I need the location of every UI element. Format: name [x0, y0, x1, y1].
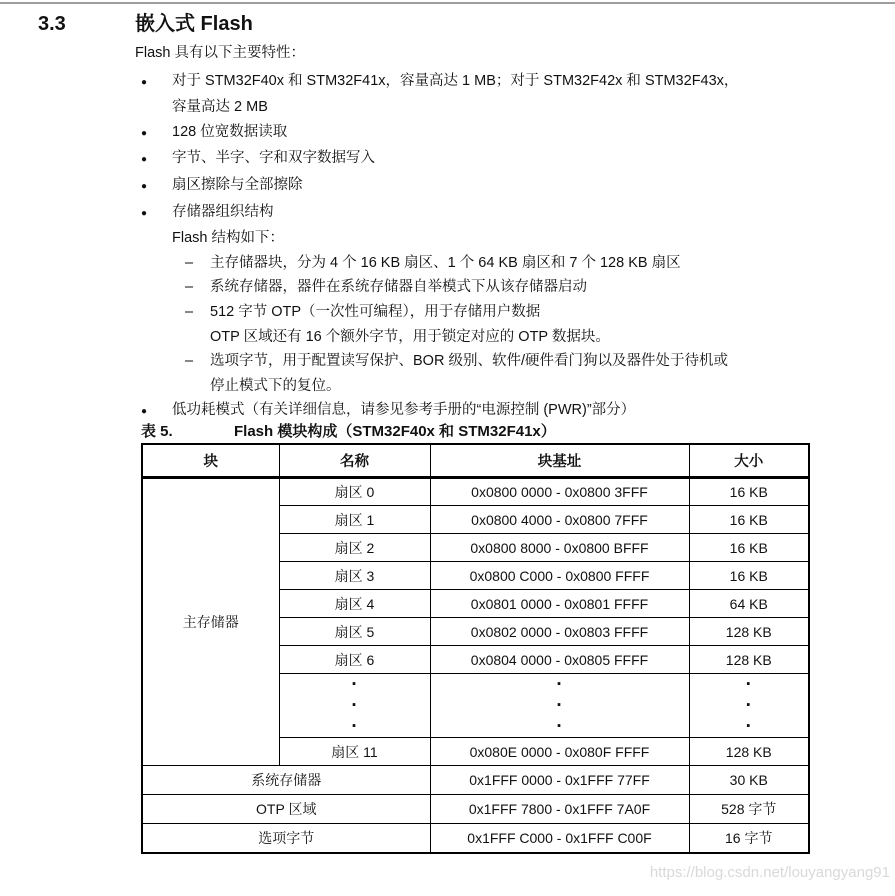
column-header-size: 大小	[689, 444, 809, 478]
list-item-continuation: 容量高达 2 MB	[172, 99, 268, 116]
sector-name-cell: 扇区 5	[279, 618, 430, 646]
bullet-icon: ●	[141, 207, 148, 219]
sector-name-cell: 扇区 11	[279, 738, 430, 766]
sub-list-item-text: 系统存储器，器件在系统存储器自举模式下从该存储器启动	[210, 279, 587, 296]
table-caption	[141, 420, 556, 441]
sub-list-item	[135, 275, 835, 300]
sector-name-cell: 扇区 3	[279, 562, 430, 590]
table-header-row	[142, 444, 809, 478]
flash-table	[141, 443, 810, 854]
option-bytes-size-cell: 16 字节	[689, 824, 809, 853]
page-title: 嵌入式 Flash	[135, 13, 253, 35]
sector-size-cell: 16 KB	[689, 506, 809, 534]
sector-size-cell: 128 KB	[689, 738, 809, 766]
ellipsis-cell	[689, 674, 809, 738]
system-memory-size-cell: 30 KB	[689, 766, 809, 795]
list-item	[135, 200, 835, 227]
list-item-text: 扇区擦除与全部擦除	[172, 176, 303, 193]
sector-size-cell: 16 KB	[689, 534, 809, 562]
table-row	[142, 824, 809, 853]
sector-size-cell: 64 KB	[689, 590, 809, 618]
list-item-text: 128 位宽数据读取	[172, 123, 288, 140]
table-caption-title: Flash 模块构成（STM32F40x 和 STM32F41x）	[234, 423, 556, 440]
sector-name-cell: 扇区 0	[279, 478, 430, 506]
system-memory-address-cell: 0x1FFF 0000 - 0x1FFF 77FF	[430, 766, 689, 795]
flash-structure-intro: Flash 结构如下：	[172, 230, 284, 247]
sector-address-cell: 0x0801 0000 - 0x0801 FFFF	[430, 590, 689, 618]
column-header-base-address: 块基址	[430, 444, 689, 478]
bullet-icon: ●	[141, 180, 148, 192]
otp-area-address-cell: 0x1FFF 7800 - 0x1FFF 7A0F	[430, 795, 689, 824]
sub-list-item-continuation: OTP 区域还有 16 个额外字节，用于锁定对应的 OTP 数据块。	[210, 328, 610, 345]
sector-size-cell: 128 KB	[689, 646, 809, 674]
sub-list-item	[135, 349, 835, 374]
section-number: 3.3	[38, 13, 66, 35]
list-item-text: 低功耗模式（有关详细信息，请参见参考手册的“电源控制 (PWR)”部分）	[172, 402, 636, 419]
main-memory-cell: 主存储器	[142, 478, 279, 766]
column-header-name: 名称	[279, 444, 430, 478]
sub-list-item-text: 主存储器块，分为 4 个 16 KB 扇区、1 个 64 KB 扇区和 7 个 128 KB 扇区	[210, 254, 681, 271]
intro-text: Flash 具有以下主要特性：	[135, 45, 305, 61]
sub-list-item	[135, 300, 835, 325]
sub-list-item-text: 512 字节 OTP（一次性可编程），用于存储用户数据	[210, 303, 541, 320]
section-heading	[38, 7, 253, 36]
dash-icon: –	[185, 303, 194, 320]
list-item	[135, 173, 835, 200]
bullet-icon: ●	[141, 127, 148, 139]
vertical-dots-icon: · · ·	[351, 674, 358, 737]
sector-size-cell: 16 KB	[689, 562, 809, 590]
sector-address-cell: 0x0804 0000 - 0x0805 FFFF	[430, 646, 689, 674]
watermark-text: https://blog.csdn.net/louyangyang91	[649, 864, 890, 881]
otp-area-size-cell: 528 字节	[689, 795, 809, 824]
table-row	[142, 478, 809, 506]
vertical-dots-icon: · · ·	[745, 674, 752, 737]
ellipsis-cell	[279, 674, 430, 738]
section-divider-rule	[0, 2, 895, 4]
sub-list-item	[135, 251, 835, 276]
sector-name-cell: 扇区 1	[279, 506, 430, 534]
sector-address-cell: 0x0800 8000 - 0x0800 BFFF	[430, 534, 689, 562]
sector-address-cell: 0x0802 0000 - 0x0803 FFFF	[430, 618, 689, 646]
dash-icon: –	[185, 279, 194, 296]
table-caption-label: 表 5.	[141, 423, 173, 440]
sector-size-cell: 128 KB	[689, 618, 809, 646]
list-item	[135, 120, 835, 147]
body-content	[135, 41, 835, 425]
sector-size-cell: 16 KB	[689, 478, 809, 506]
list-item	[135, 146, 835, 173]
sector-address-cell: 0x080E 0000 - 0x080F FFFF	[430, 738, 689, 766]
list-item	[135, 69, 835, 96]
sector-address-cell: 0x0800 4000 - 0x0800 7FFF	[430, 506, 689, 534]
list-item-text: 存储器组织结构	[172, 203, 274, 220]
list-item-text: 字节、半字、字和双字数据写入	[172, 150, 375, 167]
ellipsis-cell	[430, 674, 689, 738]
sector-address-cell: 0x0800 0000 - 0x0800 3FFF	[430, 478, 689, 506]
otp-area-cell: OTP 区域	[142, 795, 430, 824]
column-header-block: 块	[142, 444, 279, 478]
option-bytes-cell: 选项字节	[142, 824, 430, 853]
sub-list-item-text: 选项字节，用于配置读写保护、BOR 级别、软件/硬件看门狗以及器件处于待机或	[210, 353, 728, 370]
dash-icon: –	[185, 254, 194, 271]
system-memory-cell: 系统存储器	[142, 766, 430, 795]
sector-name-cell: 扇区 4	[279, 590, 430, 618]
table-row	[142, 766, 809, 795]
sector-name-cell: 扇区 2	[279, 534, 430, 562]
dash-icon: –	[185, 353, 194, 370]
bullet-icon: ●	[141, 154, 148, 166]
bullet-icon: ●	[141, 406, 148, 418]
list-item-text: 对于 STM32F40x 和 STM32F41x，容量高达 1 MB；对于 STM32F42x 和 STM32F43x，	[172, 72, 739, 89]
bullet-icon: ●	[141, 76, 148, 88]
sector-name-cell: 扇区 6	[279, 646, 430, 674]
sector-address-cell: 0x0800 C000 - 0x0800 FFFF	[430, 562, 689, 590]
vertical-dots-icon: · · ·	[556, 674, 563, 737]
sub-list-item-continuation: 停止模式下的复位。	[210, 377, 341, 394]
flash-table-container	[141, 443, 810, 854]
table-row	[142, 795, 809, 824]
option-bytes-address-cell: 0x1FFF C000 - 0x1FFF C00F	[430, 824, 689, 853]
